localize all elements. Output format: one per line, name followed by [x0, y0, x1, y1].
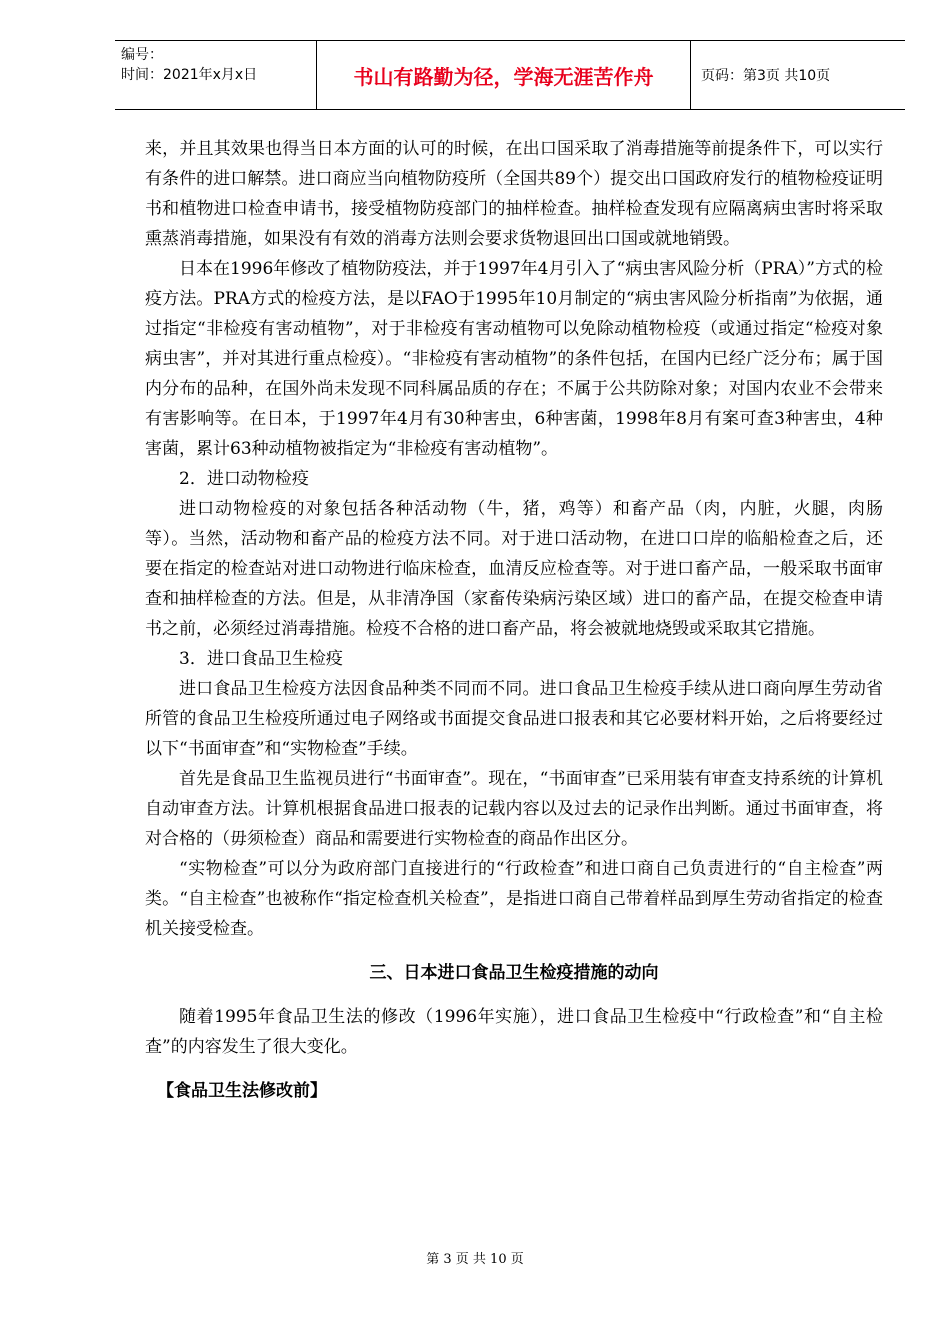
header-motto: 书山有路勤为径，学海无涯苦作舟 [317, 41, 691, 109]
paragraph-pra: 日本在1996年修改了植物防疫法，并于1997年4月引入了“病虫害风险分析（PRA）”方式的检疫方法。PRA方式的检疫方法，是以FAO于1995年10月制定的“病虫害风险分析指南”为依据，通过指定“非检疫有害动植物”，对于非检疫有害动植物可以免除动植物检疫（或通过指定“检疫对象病虫害”，并对其进行重点检疫）。“非检疫有害动植物”的条件包括，在国内已经广泛分布；属于国内分布的品种，在国外尚未发现不同科属品质的存在；不属于公共防除对象；对国内农业不会带来有害影响等。在日本，于1997年4月有30种害虫，6种害菌，1998年8月有案可查3种害虫，4种害菌，累计63种动植物被指定为“非检疫有害动植物”。 [145, 259, 883, 459]
document-body [145, 134, 883, 1106]
paragraph-document-review: 首先是食品卫生监视员进行“书面审查”。现在，“书面审查”已采用装有审查支持系统的计算机自动审查方法。计算机根据食品进口报表的记载内容以及过去的记录作出判断。通过书面审查，将对合格的（毋须检查）商品和需要进行实物检查的商品作出区分。 [145, 769, 883, 849]
sub-heading-before-revision: 【食品卫生法修改前】 [157, 1081, 327, 1101]
subsection-title-animal: 2．进口动物检疫 [179, 469, 309, 489]
spacer [145, 1062, 883, 1076]
paragraph-continuation: 来，并且其效果也得当日本方面的认可的时候，在出口国采取了消毒措施等前提条件下，可以实行有条件的进口解禁。进口商应当向植物防疫所（全国共89个）提交出口国政府发行的植物检疫证明书和植物进口检查申请书，接受植物防疫部门的抽样检查。抽样检查发现有应隔离病虫害时将采取熏蒸消毒措施，如果没有有效的消毒方法则会要求货物退回出口国或就地销毁。 [145, 139, 883, 249]
header-page-number: 页码：第3页 共10页 [701, 68, 831, 84]
time-label: 时间：2021年x月x日 [121, 67, 258, 83]
page-footer: 第 3 页 共 10 页 [426, 1252, 524, 1267]
section-heading: 三、日本进口食品卫生检疫措施的动向 [369, 963, 659, 983]
subsection-title-food: 3．进口食品卫生检疫 [179, 649, 343, 669]
page-header [115, 40, 905, 110]
paragraph-physical-inspection: “实物检查”可以分为政府部门直接进行的“行政检查”和进口商自己负责进行的“自主检查”两类。“自主检查”也被称作“指定检查机关检查”，是指进口商自己带着样品到厚生劳动省指定的检查机关接受检查。 [145, 859, 883, 939]
code-label: 编号： [121, 47, 163, 63]
paragraph-animal-quarantine: 进口动物检疫的对象包括各种活动物（牛，猪，鸡等）和畜产品（肉，内脏，火腿，肉肠等）。当然，活动物和畜产品的检疫方法不同。对于进口活动物，在进口口岸的临船检查之后，还要在指定的检查站对进口动物进行临床检查，血清反应检查等。对于进口畜产品，一般采取书面审查和抽样检查的方法。但是，从非清净国（家畜传染病污染区域）进口的畜产品，在提交检查申请书之前，必须经过消毒措施。检疫不合格的进口畜产品，将会被就地烧毁或采取其它措施。 [145, 499, 883, 639]
spacer [145, 988, 883, 1002]
spacer [145, 944, 883, 958]
paragraph-food-quarantine: 进口食品卫生检疫方法因食品种类不同而不同。进口食品卫生检疫手续从进口商向厚生劳动省所管的食品卫生检疫所通过电子网络或书面提交食品进口报表和其它必要材料开始，之后将要经过以下“书面审查”和“实物检查”手续。 [145, 679, 883, 759]
header-meta [115, 41, 317, 109]
paragraph-law-revision: 随着1995年食品卫生法的修改（1996年实施），进口食品卫生检疫中“行政检查”和“自主检查”的内容发生了很大变化。 [145, 1007, 883, 1057]
